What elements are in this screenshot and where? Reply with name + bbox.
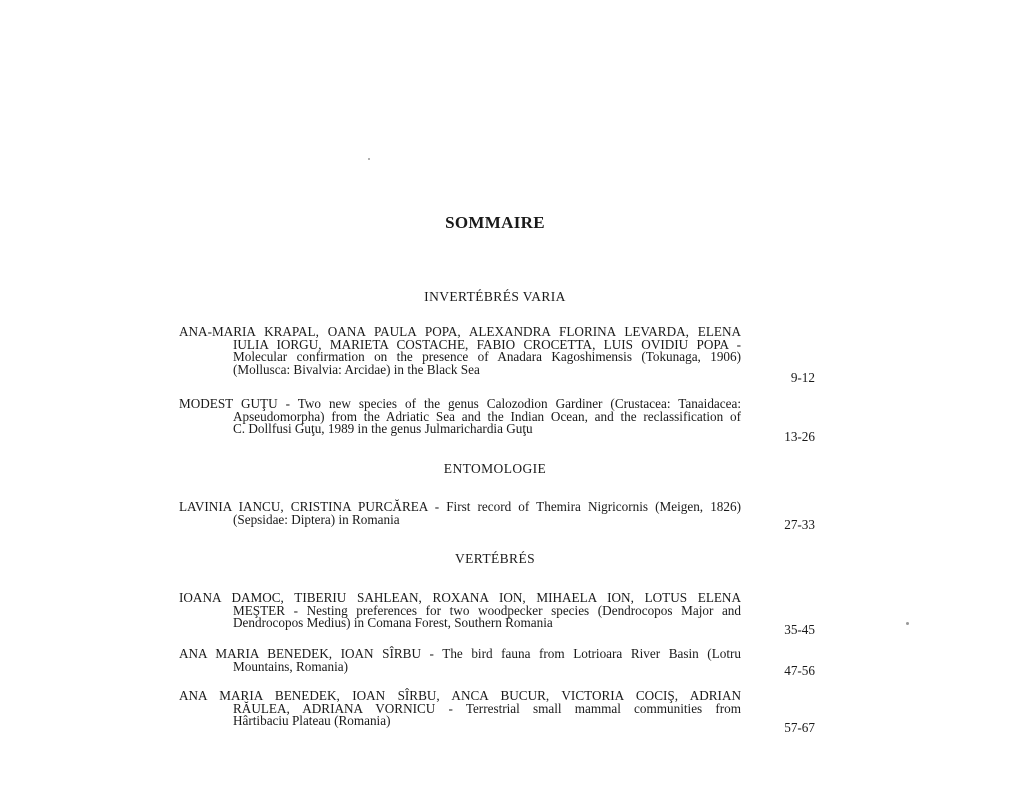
- entry-line: Mountains, Romania): [233, 658, 349, 674]
- toc-entry[interactable]: [179, 398, 741, 436]
- entry-pages: 13-26: [784, 429, 815, 444]
- entry-line: ANA MARIA BENEDEK, IOAN SÎRBU - The bird fauna from Lotrioara River Basin (Lotru: [179, 646, 741, 661]
- toc-entry[interactable]: [179, 326, 741, 376]
- toc-entry[interactable]: [179, 501, 741, 526]
- entry-line: IULIA IORGU, MARIETA COSTACHE, FABIO CROCETTA, LUIS OVIDIU POPA -: [233, 336, 741, 352]
- entry-line: C. Dollfusi Guţu, 1989 in the genus Julmarichardia Guţu: [233, 421, 533, 436]
- entry-line: (Mollusca: Bivalvia: Arcidae) in the Black Sea: [233, 361, 480, 377]
- entry-pages: 9-12: [790, 370, 815, 385]
- entry-line: (Sepsidae: Diptera) in Romania: [233, 511, 400, 527]
- section-heading-vertebres: VERTÉBRÉS: [454, 551, 536, 566]
- entry-line: RĂULEA, ADRIANA VORNICU - Terrestrial small mammal communities from: [233, 700, 741, 716]
- entry-line: MODEST GUŢU - Two new species of the genus Calozodion Gardiner (Crustacea: Tanaidacea:: [179, 396, 741, 411]
- section-heading-invertebres: INVERTÉBRÉS VARIA: [424, 289, 566, 304]
- toc-entry[interactable]: [179, 592, 741, 630]
- entry-pages: 27-33: [784, 517, 815, 532]
- entry-line: Apseudomorpha) from the Adriatic Sea and the Indian Ocean, and the reclassification of: [233, 408, 741, 424]
- entry-pages: 47-56: [784, 663, 815, 678]
- entry-line: Molecular confirmation on the presence of Anadara Kagoshimensis (Tokunaga, 1906): [233, 349, 741, 364]
- entry-pages: 57-67: [784, 720, 815, 735]
- entry-line: LAVINIA IANCU, CRISTINA PURCĂREA - First record of Themira Nigricornis (Meigen, 1826): [179, 499, 741, 514]
- page-title: SOMMAIRE: [445, 213, 545, 232]
- toc-entry[interactable]: [179, 690, 741, 728]
- entry-line: Dendrocopos Medius) in Comana Forest, Southern Romania: [233, 615, 553, 630]
- section-heading-entomologie: ENTOMOLOGIE: [443, 461, 547, 476]
- toc-entry[interactable]: [179, 648, 741, 673]
- scan-speck: [906, 622, 909, 625]
- scan-speck: [368, 158, 370, 160]
- entry-line: ANA-MARIA KRAPAL, OANA PAULA POPA, ALEXANDRA FLORINA LEVARDA, ELENA: [179, 324, 741, 339]
- entry-pages: 35-45: [784, 622, 815, 637]
- entry-line: IOANA DAMOC, TIBERIU SAHLEAN, ROXANA ION, MIHAELA ION, LOTUS ELENA: [179, 590, 741, 605]
- entry-line: Hârtibaciu Plateau (Romania): [233, 713, 391, 728]
- entry-line: ANA MARIA BENEDEK, IOAN SÎRBU, ANCA BUCUR, VICTORIA COCIŞ, ADRIAN: [179, 688, 741, 703]
- entry-line: MEŞTER - Nesting preferences for two woodpecker species (Dendrocopos Major and: [233, 602, 741, 618]
